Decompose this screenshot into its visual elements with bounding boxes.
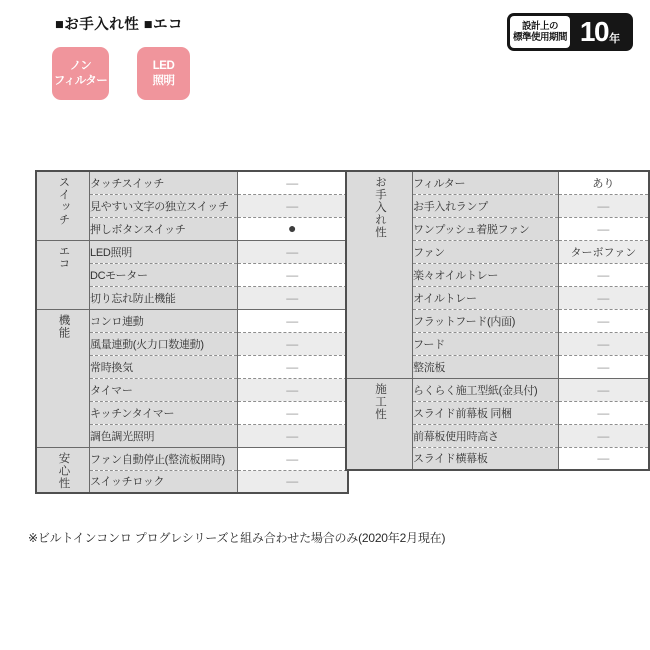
dash-mark: — <box>286 313 299 328</box>
row-label: DCモーター <box>90 263 238 286</box>
row-value <box>238 171 348 194</box>
row-label: スライド横幕板 <box>413 447 559 470</box>
row-label: 前幕板使用時高さ <box>413 424 559 447</box>
group-label-text: 安心性 <box>57 451 70 489</box>
dash-mark: — <box>286 428 299 443</box>
dash-mark: — <box>286 359 299 374</box>
row-label: ファン自動停止(整流板開時) <box>90 447 238 470</box>
row-label: スイッチロック <box>90 470 238 493</box>
group-label <box>36 171 90 240</box>
row-label: 風量連動(火力口数連動) <box>90 332 238 355</box>
row-value <box>238 424 348 447</box>
features-table-left-grid <box>35 170 349 494</box>
row-value <box>238 286 348 309</box>
group-label <box>346 171 413 378</box>
spec-row <box>36 447 348 470</box>
row-label: 常時換気 <box>90 355 238 378</box>
period-unit: 年 <box>609 32 621 45</box>
group-label <box>36 309 90 447</box>
spec-row <box>346 378 649 401</box>
row-label: スライド前幕板 同梱 <box>413 401 559 424</box>
row-label: 楽々オイルトレー <box>413 263 559 286</box>
row-value <box>558 401 649 424</box>
row-value <box>238 378 348 401</box>
group-label-text: エコ <box>57 244 70 270</box>
feature-badge-line: LED <box>152 59 175 72</box>
row-value <box>238 332 348 355</box>
group-label-text: お手入れ性 <box>374 176 386 239</box>
feature-badge-non-filter <box>52 47 109 100</box>
row-value <box>558 171 649 194</box>
row-label: 調色調光照明 <box>90 424 238 447</box>
row-label: フラットフード(内面) <box>413 309 559 332</box>
feature-badge-line: 照明 <box>152 74 175 87</box>
row-label: 押しボタンスイッチ <box>90 217 238 240</box>
row-label: コンロ連動 <box>90 309 238 332</box>
spec-row <box>36 309 348 332</box>
dash-mark: — <box>597 382 610 397</box>
dash-mark: — <box>286 336 299 351</box>
row-value <box>558 309 649 332</box>
row-value <box>238 401 348 424</box>
row-value <box>238 217 348 240</box>
features-table-right-grid <box>345 170 650 471</box>
row-value <box>558 240 649 263</box>
row-label: タイマー <box>90 378 238 401</box>
row-label: フード <box>413 332 559 355</box>
design-standard-period-badge <box>507 13 633 51</box>
features-table-left <box>35 170 349 494</box>
value-text: あり <box>592 177 615 190</box>
design-standard-period-value <box>570 16 630 48</box>
row-value <box>558 286 649 309</box>
row-value <box>238 447 348 470</box>
dash-mark: — <box>286 175 299 190</box>
row-label: タッチスイッチ <box>90 171 238 194</box>
dash-mark: — <box>597 359 610 374</box>
dash-mark: — <box>286 474 299 489</box>
row-value <box>558 424 649 447</box>
row-label: ワンプッシュ着脱ファン <box>413 217 559 240</box>
row-label: らくらく施工型紙(金具付) <box>413 378 559 401</box>
dash-mark: — <box>597 313 610 328</box>
filled-dot-mark: ● <box>288 220 297 236</box>
dash-mark: — <box>286 198 299 213</box>
row-label: キッチンタイマー <box>90 401 238 424</box>
row-label: フィルター <box>413 171 559 194</box>
features-table-right <box>345 170 650 471</box>
dash-mark: — <box>597 428 610 443</box>
spec-row <box>346 171 649 194</box>
row-label: ファン <box>413 240 559 263</box>
group-label <box>36 240 90 309</box>
dash-mark: — <box>286 290 299 305</box>
dash-mark: — <box>597 451 610 466</box>
dash-mark: — <box>597 336 610 351</box>
row-value <box>558 355 649 378</box>
dash-mark: — <box>286 267 299 282</box>
caption-line: 設計上の <box>522 21 559 32</box>
row-value <box>558 332 649 355</box>
dash-mark: — <box>597 267 610 282</box>
design-standard-period-caption <box>510 16 570 48</box>
dash-mark: — <box>286 382 299 397</box>
row-value <box>558 263 649 286</box>
feature-badge-line: フィルター <box>53 74 108 87</box>
row-value <box>558 378 649 401</box>
dash-mark: — <box>286 405 299 420</box>
feature-badge-line: ノン <box>69 59 92 72</box>
spec-row <box>36 240 348 263</box>
row-label: 切り忘れ防止機能 <box>90 286 238 309</box>
row-label: LED照明 <box>90 240 238 263</box>
footnote: ※ビルトインコンロ プログレシリーズと組み合わせた場合のみ(2020年2月現在) <box>28 531 446 545</box>
group-label-text: 機能 <box>57 313 70 339</box>
group-label-text: 施工性 <box>374 382 386 420</box>
row-label: 見やすい文字の独立スイッチ <box>90 194 238 217</box>
period-value: 10 <box>579 16 609 47</box>
row-label: オイルトレー <box>413 286 559 309</box>
group-label-text: スイッチ <box>57 176 70 226</box>
dash-mark: — <box>597 405 610 420</box>
row-value <box>238 355 348 378</box>
dash-mark: — <box>597 198 610 213</box>
dash-mark: — <box>597 290 610 305</box>
row-value <box>238 240 348 263</box>
row-value <box>238 194 348 217</box>
row-value <box>238 470 348 493</box>
row-label: お手入れランプ <box>413 194 559 217</box>
value-text: ターボファン <box>570 246 637 259</box>
spec-row <box>36 171 348 194</box>
row-label: 整流板 <box>413 355 559 378</box>
group-label <box>36 447 90 493</box>
row-value <box>238 309 348 332</box>
dash-mark: — <box>286 244 299 259</box>
dash-mark: — <box>597 221 610 236</box>
group-label <box>346 378 413 470</box>
row-value <box>558 217 649 240</box>
row-value <box>558 194 649 217</box>
row-value <box>238 263 348 286</box>
row-value <box>558 447 649 470</box>
section-header-labels: ■お手入れ性 ■エコ <box>55 17 184 33</box>
caption-line: 標準使用期間 <box>513 32 568 43</box>
dash-mark: — <box>286 451 299 466</box>
feature-badge-led-lighting <box>137 47 190 100</box>
